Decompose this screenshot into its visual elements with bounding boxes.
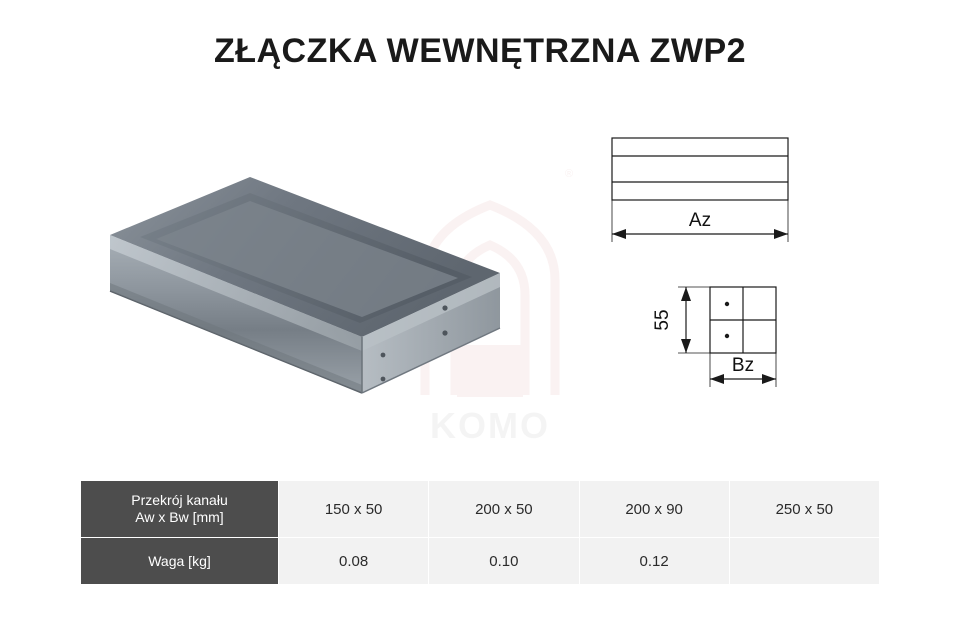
table-cell (729, 538, 879, 585)
table-cell: 0.12 (579, 538, 729, 585)
table-cell: 200 x 50 (429, 481, 579, 538)
table-header-line1: Waga [kg] (148, 552, 211, 569)
watermark-brand: KOMO (430, 405, 550, 446)
table-header-line2: Aw x Bw [mm] (135, 509, 224, 525)
table-cell: 250 x 50 (729, 481, 879, 538)
table-cell: 150 x 50 (279, 481, 429, 538)
product-photo (100, 165, 520, 410)
table-cell: 0.10 (429, 538, 579, 585)
table-row (81, 481, 880, 538)
specification-table (80, 480, 880, 585)
technical-drawing-top-view (600, 130, 820, 260)
table-cell: 0.08 (279, 538, 429, 585)
table-row-header-weight (81, 538, 279, 585)
table-header-line1: Przekrój kanału (131, 492, 228, 508)
registered-mark: ® (565, 168, 574, 180)
table-cell: 200 x 90 (579, 481, 729, 538)
table-row (81, 538, 880, 585)
technical-drawing-side-view (648, 275, 828, 410)
page-title: ZŁĄCZKA WEWNĘTRZNA ZWP2 (213, 32, 747, 70)
dimension-label-bz: Bz (731, 355, 755, 376)
table-row-header-cross-section (81, 481, 279, 538)
dimension-label-55: 55 (652, 309, 673, 331)
dimension-label-az: Az (688, 210, 712, 231)
